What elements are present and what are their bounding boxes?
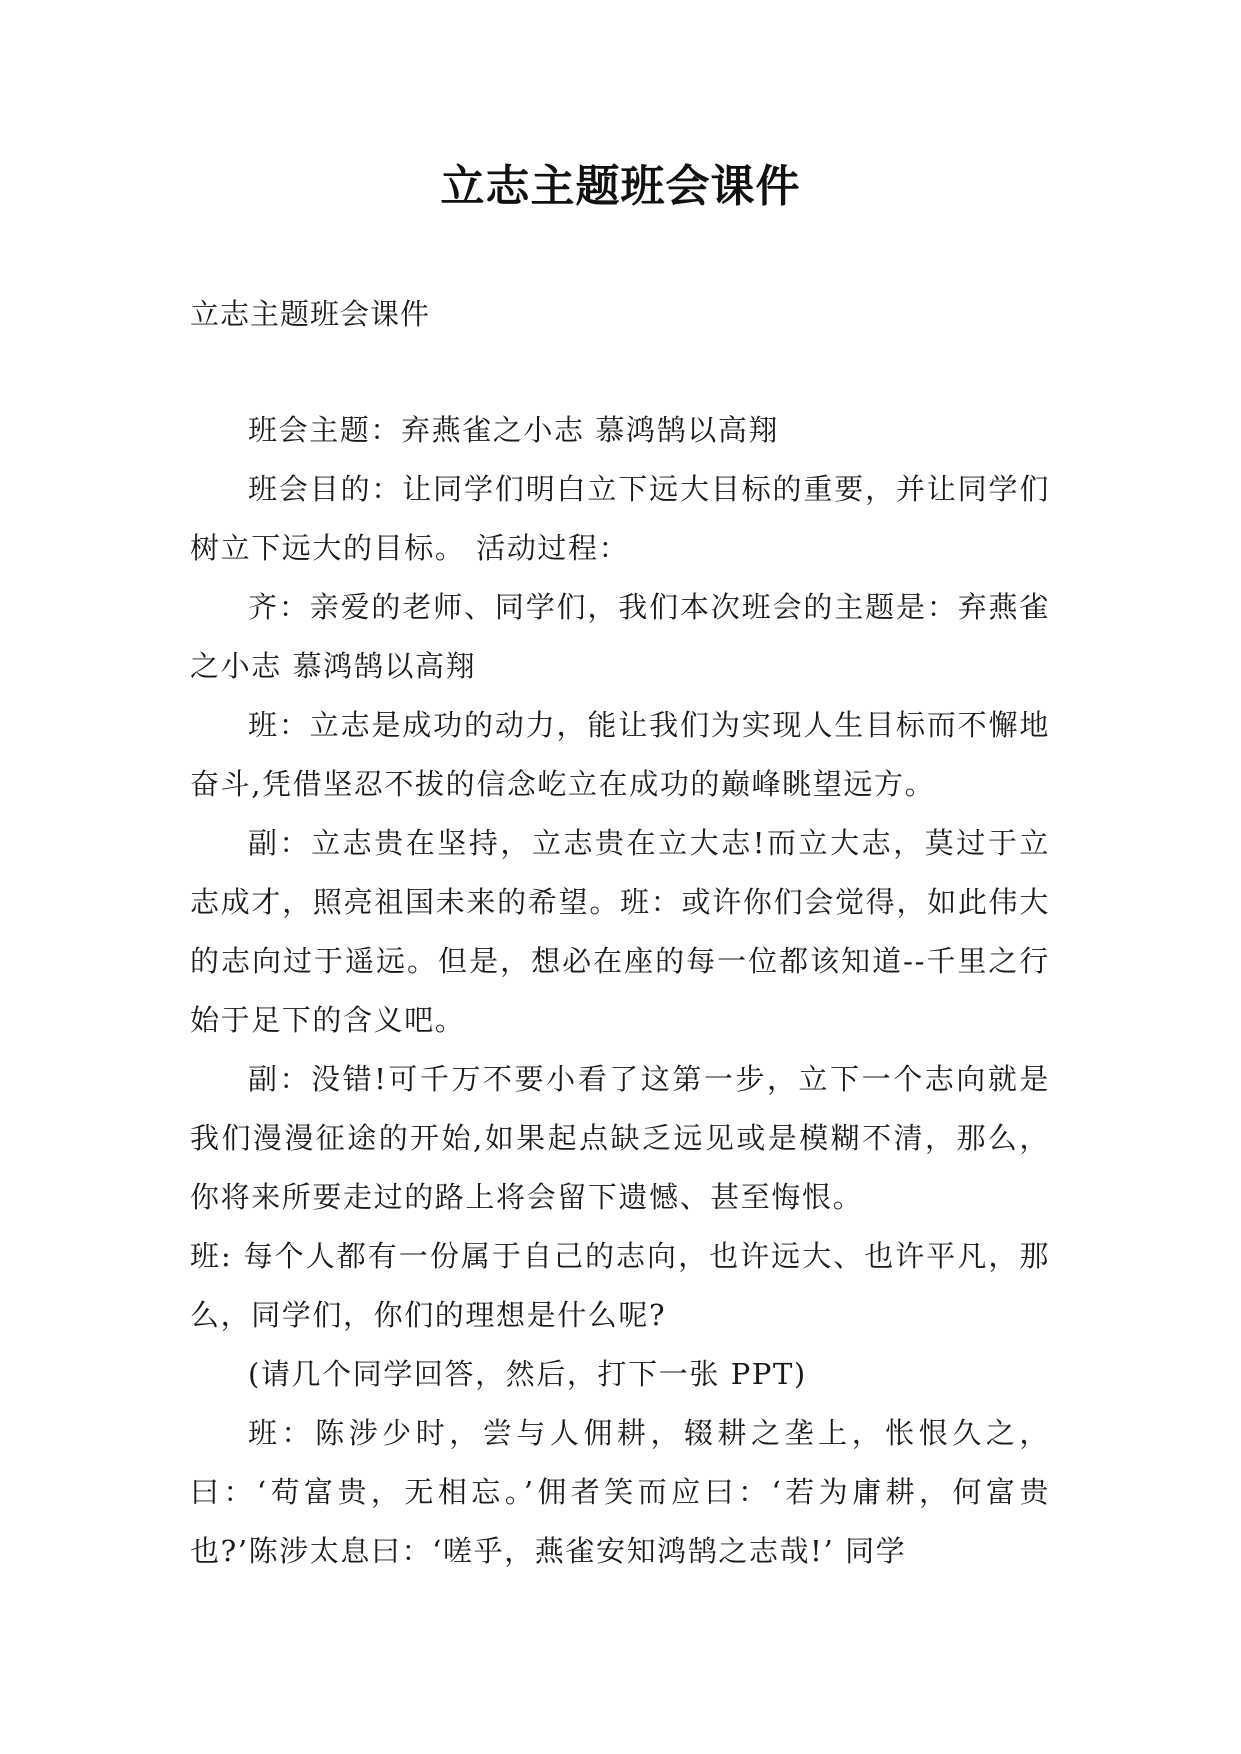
paragraph-question: 班: 每个人都有一份属于自己的志向，也许远大、也许平凡，那么，同学们，你们的理想是什么呢? xyxy=(190,1239,1050,1332)
paragraph-purpose: 班会目的：让同学们明白立下远大目标的重要，并让同学们树立下远大的目标。 活动过程： xyxy=(190,472,1050,565)
paragraph-opening: 齐：亲爱的老师、同学们，我们本次班会的主题是：弃燕雀之小志 慕鸿鹄以高翔 xyxy=(190,590,1050,683)
document-title: 立志主题班会课件 xyxy=(440,161,801,212)
paragraph-theme: 班会主题：弃燕雀之小志 慕鸿鹄以高翔 xyxy=(248,413,780,447)
paragraph-stage-direction: (请几个同学回答，然后，打下一张 PPT) xyxy=(248,1357,807,1391)
paragraph-first-step: 副：没错!可千万不要小看了这第一步，立下一个志向就是我们漫漫征途的开始,如果起点缺乏远见或是模糊不清，那么，你将来所要走过的路上将会留下遗憾、甚至悔恨。 xyxy=(190,1062,1050,1214)
document-subtitle: 立志主题班会课件 xyxy=(190,297,431,331)
paragraph-persistence: 副：立志贵在坚持，立志贵在立大志!而立大志，莫过于立志成才，照亮祖国未来的希望。班：或许你们会觉得，如此伟大的志向过于遥远。但是，想必在座的每一位都该知道--千里之行始于足下的含义吧。 xyxy=(190,826,1050,1037)
paragraph-story: 班：陈涉少时，尝与人佣耕，辍耕之垄上，怅恨久之，曰：‘苟富贵，无相忘。’佣者笑而应曰：‘若为庸耕，何富贵也?’陈涉太息曰：‘嗟乎，燕雀安知鸿鹄之志哉!’ 同学 xyxy=(190,1416,1050,1568)
document-body xyxy=(190,401,1050,1581)
paragraph-motivation: 班：立志是成功的动力，能让我们为实现人生目标而不懈地奋斗,凭借坚忍不拔的信念屹立在成功的巅峰眺望远方。 xyxy=(190,708,1050,801)
